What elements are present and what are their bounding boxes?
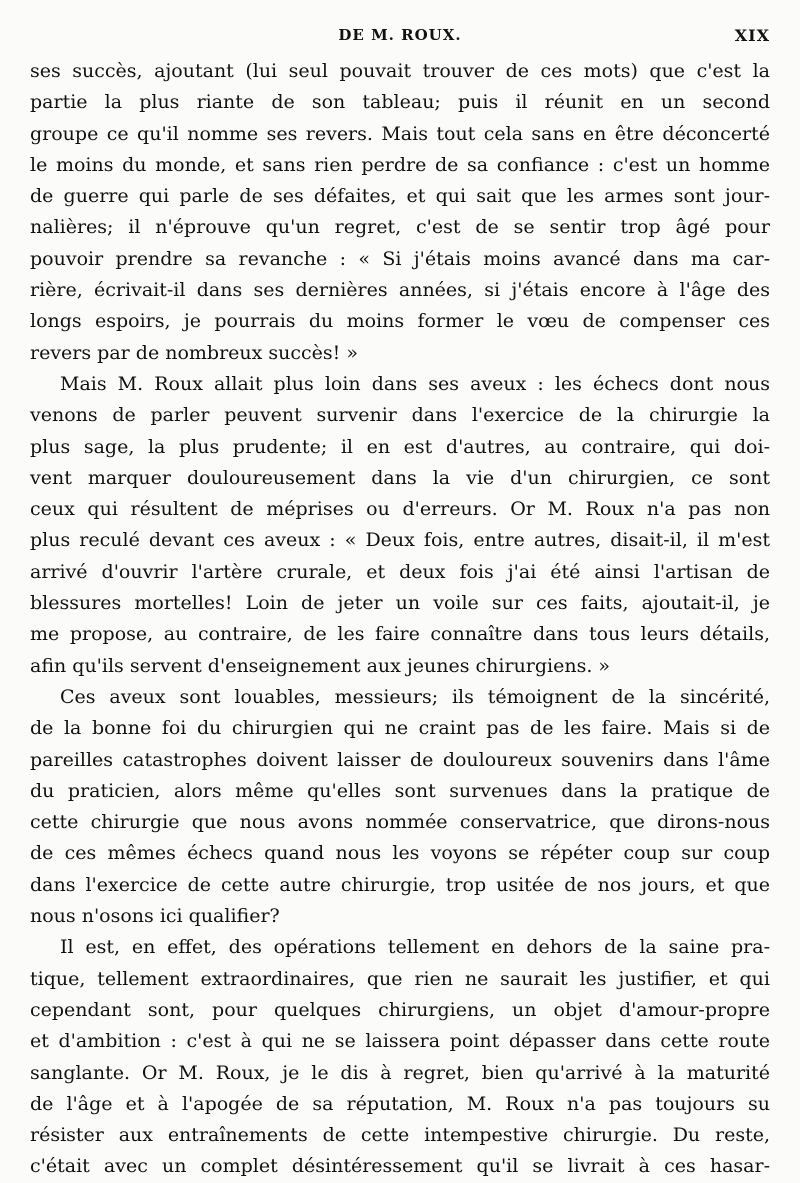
text-line: de l'âge et à l'apogée de sa réputation, M. Roux n'a pas toujours su bbox=[30, 1092, 770, 1115]
text-line: du praticien, alors même qu'elles sont survenues dans la pratique de bbox=[30, 779, 770, 802]
text-line: c'était avec un complet désintéressement qu'il se livrait à ces hasar- bbox=[30, 1155, 770, 1178]
text-line: cependant sont, pour quelques chirurgiens, un objet d'amour-propre bbox=[30, 998, 770, 1021]
text-line: rière, écrivait-il dans ses dernières années, si j'étais encore à l'âge des bbox=[30, 279, 770, 302]
text-line: le moins du monde, et sans rien perdre de sa confiance : c'est un homme bbox=[30, 153, 770, 176]
text-line: revers par de nombreux succès! » bbox=[30, 341, 358, 364]
text-line: de guerre qui parle de ses défaites, et qui sait que les armes sont jour- bbox=[30, 185, 770, 208]
text-line: et d'ambition : c'est à qui ne se laissera point dépasser dans cette route bbox=[30, 1030, 770, 1053]
text-line: pareilles catastrophes doivent laisser de douloureux souvenirs dans l'âme bbox=[30, 748, 770, 771]
text-line: résister aux entraînements de cette intempestive chirurgie. Du reste, bbox=[30, 1124, 770, 1147]
running-title: DE M. ROUX. bbox=[338, 26, 462, 44]
text-line: Il est, en effet, des opérations tellement en dehors de la saine pra- bbox=[60, 936, 770, 959]
text-line: cette chirurgie que nous avons nommée conservatrice, que dirons-nous bbox=[30, 811, 770, 834]
text-line: de ces mêmes échecs quand nous les voyons se répéter coup sur coup bbox=[30, 842, 770, 865]
text-line: venons de parler peuvent survenir dans l'exercice de la chirurgie la bbox=[30, 404, 770, 427]
text-line: partie la plus riante de son tableau; puis il réunit en un second bbox=[30, 91, 770, 114]
text-line: sanglante. Or M. Roux, je le dis à regret, bien qu'arrivé à la maturité bbox=[30, 1061, 770, 1084]
text-line: de la bonne foi du chirurgien qui ne craint pas de les faire. Mais si de bbox=[30, 717, 770, 740]
text-line: pouvoir prendre sa revanche : « Si j'étais moins avancé dans ma car- bbox=[30, 247, 770, 270]
text-line: blessures mortelles! Loin de jeter un voile sur ces faits, ajoutait-il, je bbox=[30, 592, 770, 615]
text-line: plus sage, la plus prudente; il en est d'autres, au contraire, qui doi- bbox=[30, 435, 770, 458]
text-line: dans l'exercice de cette autre chirurgie, trop usitée de nos jours, et que bbox=[30, 873, 770, 896]
text-line: Mais M. Roux allait plus loin dans ses aveux : les échecs dont nous bbox=[60, 372, 770, 395]
text-line: afin qu'ils servent d'enseignement aux jeunes chirurgiens. » bbox=[30, 654, 611, 677]
text-line: longs espoirs, je pourrais du moins former le vœu de compenser ces bbox=[30, 310, 770, 333]
body-text bbox=[30, 56, 770, 1183]
text-line: nalières; il n'éprouve qu'un regret, c'est de se sentir trop âgé pour bbox=[30, 216, 770, 239]
text-line: ses succès, ajoutant (lui seul pouvait trouver de ces mots) que c'est la bbox=[30, 60, 770, 82]
text-line: Ces aveux sont louables, messieurs; ils témoignent de la sincérité, bbox=[60, 685, 770, 708]
running-head bbox=[0, 26, 800, 50]
text-line: groupe ce qu'il nomme ses revers. Mais tout cela sans en être déconcerté bbox=[30, 122, 770, 145]
text-line: nous n'osons ici qualifier? bbox=[30, 905, 280, 928]
text-line: ceux qui résultent de méprises ou d'erreurs. Or M. Roux n'a pas non bbox=[30, 498, 770, 521]
text-line: plus reculé devant ces aveux : « Deux fois, entre autres, disait-il, il m'est bbox=[30, 529, 770, 552]
text-line: vent marquer douloureusement dans la vie d'un chirurgien, ce sont bbox=[30, 466, 770, 489]
text-line: arrivé d'ouvrir l'artère crurale, et deux fois j'ai été ainsi l'artisan de bbox=[30, 560, 770, 583]
text-line: tique, tellement extraordinaires, que rien ne saurait les justifier, et qui bbox=[30, 967, 770, 990]
page-number: XIX bbox=[734, 26, 770, 45]
text-line: me propose, au contraire, de les faire connaître dans tous leurs détails, bbox=[30, 623, 770, 646]
